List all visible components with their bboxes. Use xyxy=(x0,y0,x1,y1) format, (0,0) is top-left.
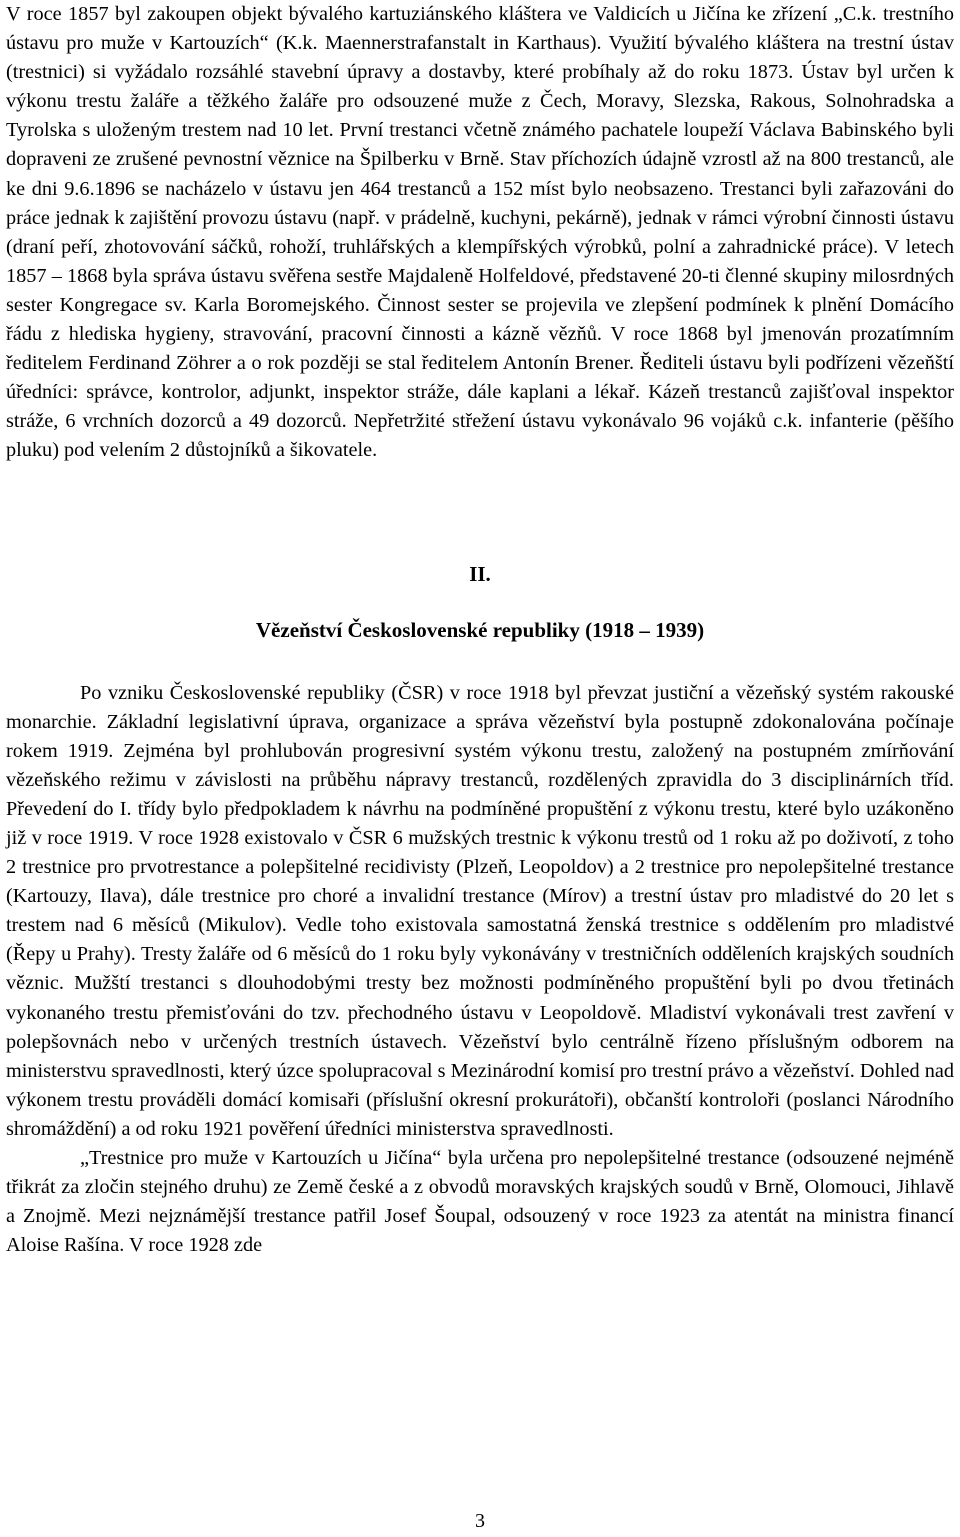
body-paragraph: Po vzniku Československé republiky (ČSR) v roce 1918 byl převzat justiční a vězeňský systém rakouské monarchie. Základní legislativní úprava, organizace a správa vězeňství byla postupně zdokonalována počínaje rokem 1919. Zejména byl prohlubován progresivní systém výkonu trestu, založený na postupném zmírňování vězeňského režimu v závislosti na průběhu nápravy trestanců, rozdělených zpravidla do 3 disciplinárních tříd. Převedení do I. třídy bylo předpokladem k návrhu na podmíněné propuštění z výkonu trestu, které bylo uzákoněno již v roce 1919. V roce 1928 existovalo v ČSR 6 mužských trestnic k výkonu trestů od 1 roku až po doživotí, z toho 2 trestnice pro prvotrestance a polepšitelné recidivisty (Plzeň, Leopoldov) a 2 trestnice pro nepolepšitelné trestance (Kartouzy, Ilava), dále trestnice pro choré a invalidní trestance (Mírov) a trestní ústav pro mladistvé do 20 let s trestem nad 6 měsíců (Mikulov). Vedle toho existovala samostatná ženská trestnice s oddělením pro mladistvé (Řepy u Prahy). Tresty žaláře od 6 měsíců do 1 roku byly vykonávány v trestničních odděleních krajských soudních věznic. Mužští trestanci s dlouhodobými tresty bez možnosti podmíněného propuštění byli po dvou třetinách vykonaného trestu přemisťováni do tzv. přechodného ústavu v Leopoldově. Mladiství vykonávali trest zavření v polepšovnách nebo v určených trestních ústavech. Vězeňství bylo centrálně řízeno příslušným odborem na ministerstvu spravedlnosti, který úzce spolupracoval s Mezinárodní komisí pro trestní právo a vězeňství. Dohled nad výkonem trestu prováděli domácí komisaři (příslušní okresní prokurátoři), občanští kontroloři (poslanci Národního shromáždění) a od roku 1921 pověření úředníci ministerstva spravedlnosti. xyxy=(6,681,954,1140)
section-number: II. xyxy=(469,561,491,586)
section-title: Vězeňství Československé republiky (1918 – 1939) xyxy=(255,617,705,642)
body-paragraph: „Trestnice pro muže v Kartouzích u Jičína“ byla určena pro nepolepšitelné trestance (odsouzené nejméně třikrát za zločin stejného druhu) ze Země české a z obvodů moravských krajských soudů v Brně, Olomouci, Jihlavě a Znojmě. Mezi nejznámější trestance patřil Josef Šoupal, odsouzený v roce 1923 za atentát na ministra financí Aloise Rašína. V roce 1928 zde xyxy=(6,1147,954,1257)
page-number: 3 xyxy=(475,1510,485,1532)
document-page xyxy=(6,0,954,1260)
body-paragraph: V roce 1857 byl zakoupen objekt bývalého kartuziánského kláštera ve Valdicích u Jičína ke zřízení „C.k. trestního ústavu pro muže v Kartouzích“ (K.k. Maennerstrafanstalt in Karthaus). Využití bývalého kláštera na trestní ústav (trestnici) si vyžádalo rozsáhlé stavební úpravy a dostavby, které probíhaly až do roku 1873. Ústav byl určen k výkonu trestu žaláře a těžkého žaláře pro odsouzené muže z Čech, Moravy, Slezska, Rakous, Solnohradska a Tyrolska s uloženým trestem nad 10 let. První trestanci včetně známého pachatele loupeží Václava Babinského byli dopraveni ze zrušené pevnostní věznice na Špilberku v Brně. Stav příchozích údajně vzrostl až na 800 trestanců, ale ke dni 9.6.1896 se nacházelo v ústavu jen 464 trestanců a 152 míst bylo neobsazeno. Trestanci byli zařazováni do práce jednak k zajištění provozu ústavu (např. v prádelně, kuchyni, pekárně), jednak v rámci výrobní činnosti ústavu (draní peří, zhotovování sáčků, rohoží, truhlářských a klempířských výrobků, polní a zahradnické práce). V letech 1857 – 1868 byla správa ústavu svěřena sestře Majdaleně Holfeldové, představené 20-ti členné skupiny milosrdných sester Kongregace sv. Karla Boromejského. Činnost sester se projevila ve zlepšení podmínek k plnění Domácího řádu z hlediska hygieny, stravování, pracovní činnosti a kázně vězňů. V roce 1868 byl jmenován prozatímním ředitelem Ferdinand Zöhrer a o rok později se stal ředitelem Antonín Brener. Řediteli ústavu byli podřízeni vězeňští úředníci: správce, kontrolor, adjunkt, inspektor stráže, dále kaplani a lékař. Kázeň trestanců zajišťoval inspektor stráže, 6 vrchních dozorců a 49 dozorců. Nepřetržité střežení ústavu vykonávalo 96 vojáků c.k. infanterie (pěšího pluku) pod velením 2 důstojníků a šikovatele. xyxy=(6,3,954,462)
